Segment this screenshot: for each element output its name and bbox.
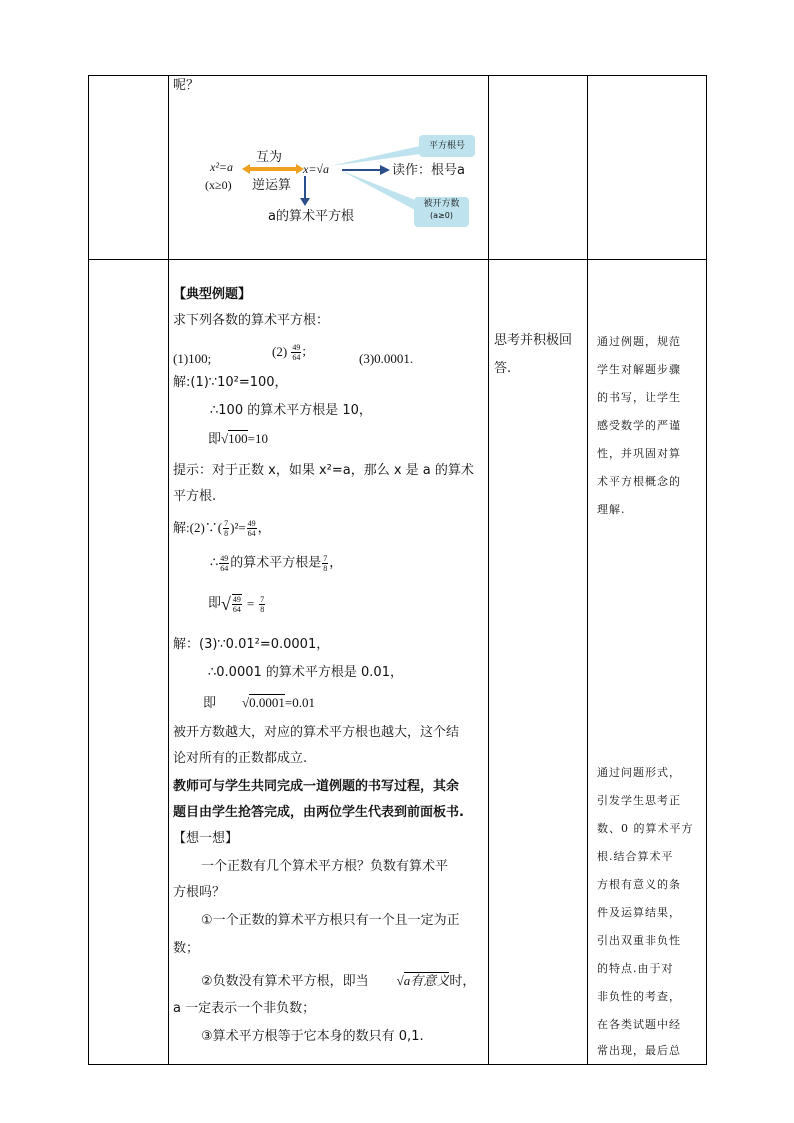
fraction-49-64: $\frac{49}{64}$ [220, 554, 229, 573]
table-col-line-1 [88, 75, 89, 1065]
diagram-mutual-label: 互为 [256, 150, 283, 165]
conclusion-line-1: 被开方数越大，对应的算术平方根也越大，这个结 [173, 725, 460, 740]
fraction-7-8: $\frac{7}{8}$ [224, 518, 229, 538]
answer-3: ③算术平方根等于它本身的数只有 0,1. [201, 1029, 424, 1044]
design-line: 性，并巩固对算 [597, 447, 681, 460]
table-col-line-4 [587, 75, 588, 1065]
bubble-radicand-label: 被开方数 [423, 199, 460, 209]
fraction-49-64: $\frac{49}{64}$ [247, 518, 256, 538]
solution-3-line-3: 即 √0.0001=0.01 [203, 695, 315, 711]
example-heading: 【典型例题】 [173, 287, 252, 302]
design-line: 的书写，让学生 [597, 391, 681, 404]
table-row-divider [88, 259, 707, 260]
diagram-inverse-label: 逆运算 [252, 178, 292, 193]
answer-1-line-2: 数； [173, 941, 200, 956]
table-col-line-3 [488, 75, 489, 1065]
sqrt-symbol-icon: √ [242, 695, 250, 710]
table-col-line-5 [706, 75, 707, 1065]
bubble-radical-label: 平方根号 [428, 141, 465, 151]
design-line: 感受数学的严谨 [597, 419, 681, 432]
design-line: 在各类试题中经 [597, 1018, 681, 1031]
design-line: 理解. [597, 503, 626, 516]
design-line: 引发学生思考正 [597, 794, 681, 807]
hint-line-2: 平方根. [173, 489, 217, 504]
bubble-radical-sign [419, 135, 475, 157]
solution-1-line-3: 即√100=10 [208, 431, 268, 447]
teacher-note-line-2: 题目由学生抢答完成，由两位学生代表到前面板书. [173, 805, 464, 820]
down-arrow-icon [300, 176, 310, 206]
top-row-text: 呢？ [173, 78, 200, 93]
solution-1-line-2: ∴100 的算术平方根是 10， [210, 403, 372, 418]
design-line: 通过问题形式， [597, 766, 681, 779]
think-question-1: 一个正数有几个算术平方根？负数有算术平 [201, 859, 449, 874]
think-heading: 【想一想】 [173, 831, 239, 846]
answer-2-line-1: ②负数没有算术平方根，即当 √a有意义时， [201, 973, 476, 989]
double-arrow-icon [242, 164, 304, 174]
solution-2-line-1: 解:(2)∵( $\frac{7}{8}$ )²= $\frac{49}{64}$ ， [173, 518, 271, 538]
student-activity-line-2: 答. [494, 361, 512, 376]
solution-3-line-2: ∴0.0001 的算术平方根是 0.01， [208, 665, 403, 680]
hint-line-1: 提示：对于正数 x，如果 x²=a，那么 x 是 a 的算术 [173, 463, 474, 478]
bubble-radicand [414, 197, 469, 227]
example-item-1: (1)100; [173, 351, 212, 366]
design-line: 数、0 的算术平方 [597, 822, 694, 835]
answer-2-line-2: a 一定表示一个非负数； [173, 1001, 316, 1016]
bubble-radicand-cond: (a≥0) [430, 211, 453, 220]
diagram-equation: x²=a [210, 160, 234, 174]
fraction-49-64: $\frac{49}{64}$ [232, 595, 241, 615]
design-line: 通过例题，规范 [597, 335, 681, 348]
table-border-top [88, 75, 707, 76]
solution-2-line-2: ∴ $\frac{49}{64}$ 的算术平方根是 $\frac{7}{8}$ ， [210, 554, 343, 573]
diagram-below-label: a的算术平方根 [268, 209, 354, 224]
sqrt-symbol-icon: √ [221, 594, 231, 615]
design-line: 常出现，最后总 [597, 1044, 681, 1057]
design-line: 引出双重非负性 [597, 934, 681, 947]
solution-3-line-1: 解：(3)∵0.01²=0.0001， [173, 637, 330, 652]
think-question-2: 方根吗？ [173, 885, 226, 900]
design-line: 非负性的考查， [597, 990, 681, 1003]
student-activity-line-1: 思考并积极回 [494, 333, 573, 348]
table-col-line-2 [168, 75, 169, 1065]
design-line: 学生对解题步骤 [597, 363, 681, 376]
conclusion-line-2: 论对所有的正数都成立. [173, 751, 308, 766]
design-line: 根.结合算术平 [597, 850, 674, 863]
design-line: 件及运算结果， [597, 906, 681, 919]
diagram-root-equation: x=√a [303, 162, 330, 176]
design-line: 方根有意义的条 [597, 878, 681, 891]
fraction-7-8: $\frac{7}{8}$ [323, 554, 328, 573]
example-item-3: (3)0.0001. [359, 351, 414, 366]
design-line: 的特点.由于对 [597, 962, 674, 975]
solution-1-line-1: 解:(1)∵10²=100， [173, 375, 288, 390]
diagram-read-label: 读作：根号a [392, 163, 465, 178]
fraction-7-8: $\frac{7}{8}$ [260, 594, 265, 614]
diagram-condition: (x≥0) [205, 178, 232, 192]
sqrt-symbol-icon: √ [221, 431, 229, 446]
fraction-49-64: $\frac{49}{64}$ [292, 342, 301, 362]
teacher-note-line-1: 教师可与学生共同完成一道例题的书写过程，其余 [173, 779, 460, 794]
table-border-bottom [88, 1064, 707, 1065]
answer-1-line-1: ①一个正数的算术平方根只有一个且一定为正 [201, 913, 460, 928]
example-item-2: (2) $\frac{49}{64}$ ; [272, 342, 307, 362]
sqrt-symbol-icon: √ [396, 973, 404, 988]
example-question: 求下列各数的算术平方根： [173, 313, 330, 328]
solution-2-line-3: 即√ $\frac{49}{64}$ = $\frac{7}{8}$ [208, 594, 265, 615]
design-line: 术平方根概念的 [597, 475, 681, 488]
